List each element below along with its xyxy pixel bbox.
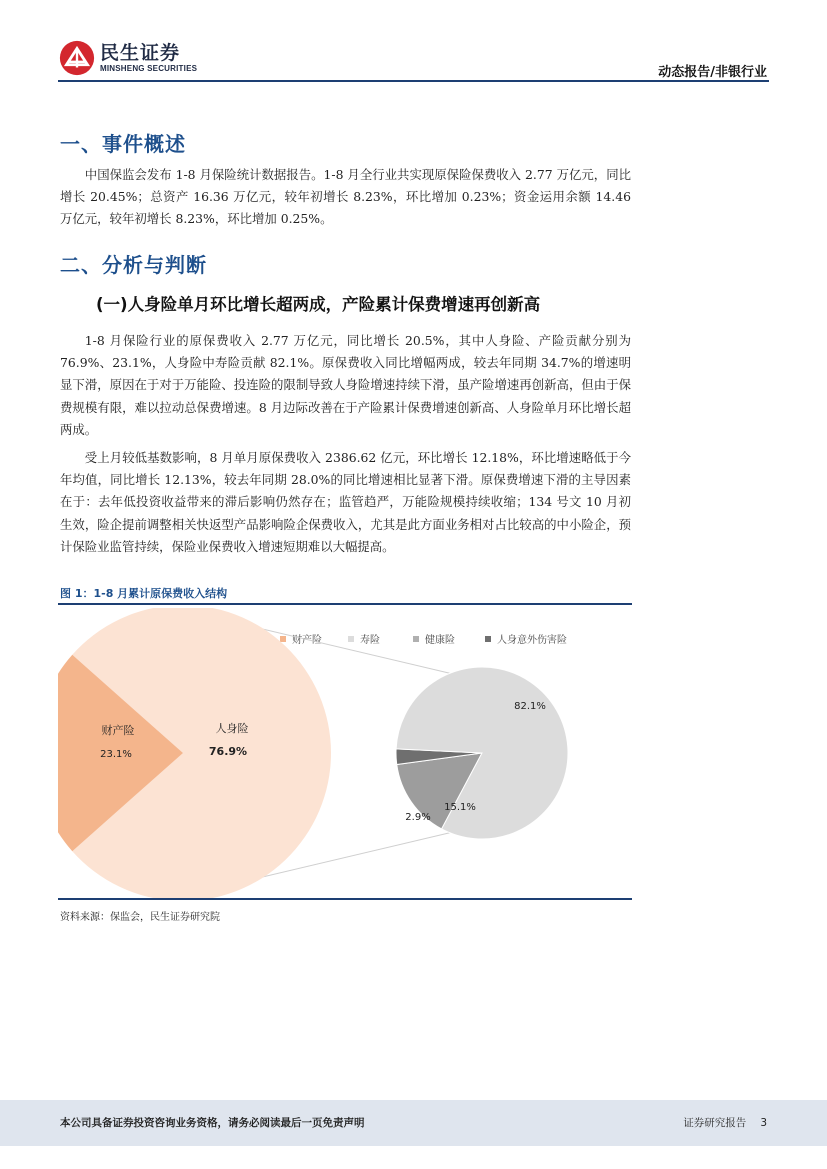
- figure-bottom-rule: [58, 898, 632, 900]
- header-divider: [58, 80, 769, 82]
- label-property-insurance: 财产险: [101, 724, 135, 737]
- section-1-paragraph: [60, 164, 631, 231]
- pie-of-pie-chart: [58, 608, 632, 898]
- logo-english-name: MINSHENG SECURITIES: [100, 64, 198, 73]
- value-life: 82.1%: [514, 701, 546, 712]
- legend-label: 人身意外伤害险: [497, 635, 567, 646]
- page-header: [0, 0, 827, 82]
- legend-swatch: [485, 636, 491, 642]
- section-1-title: 一、事件概述: [60, 132, 186, 156]
- legend-swatch: [280, 636, 286, 642]
- chart-legend: [280, 633, 567, 646]
- legend-swatch: [348, 636, 354, 642]
- company-logo: [58, 38, 197, 78]
- legend-label: 财产险: [292, 635, 322, 646]
- figure-title: 图 1：1-8 月累计原保费收入结构: [60, 587, 228, 600]
- page-number: 3: [760, 1117, 767, 1129]
- figure-top-rule: [58, 603, 632, 605]
- value-health: 15.1%: [444, 802, 476, 813]
- section-2-body: [60, 330, 631, 558]
- page-footer: [0, 1100, 827, 1146]
- legend-label: 寿险: [360, 635, 380, 646]
- legend-swatch: [413, 636, 419, 642]
- section-2-paragraph-2: 受上月较低基数影响，8 月单月原保费收入 2386.62 亿元，环比增长 12.18%，环比增速略低于今年均值，同比增长 12.13%，较去年同期 28.0%的同比增速相比显著下滑。原保费增速下滑的主导因素在于：去年低投资收益带来的滞后影响仍然存在；监管趋严，万能险规模持续收缩；134 号文 10 月初生效，险企提前调整相关快返型产品影响险企保费收入，尤其是此方面业务相对占比较高的中小险企，预计保险业监管持续，保险业保费收入增速短期难以大幅提高。: [60, 450, 631, 554]
- minsheng-logo-icon: [58, 39, 96, 77]
- footer-report-label: 证券研究报告: [683, 1117, 747, 1129]
- footer-disclaimer: 本公司具备证券投资咨询业务资格，请务必阅读最后一页免责声明: [60, 1117, 365, 1129]
- main-pie: [58, 608, 331, 898]
- section-1-text: 中国保监会发布 1-8 月保险统计数据报告。1-8 月全行业共实现原保险保费收入 2.77 万亿元，同比增长 20.45%；总资产 16.36 万亿元，较年初增长 8.23%，环比增加 0.23%；资金运用余额 14.46 万亿元，较年初增长 8.23%，环比增加 0.25%。: [60, 167, 631, 227]
- legend-label: 健康险: [425, 635, 455, 646]
- footer-right: [683, 1115, 767, 1130]
- value-life-insurance: 76.9%: [208, 745, 248, 758]
- value-property-insurance: 23.1%: [100, 749, 132, 760]
- secondary-pie: [396, 667, 568, 839]
- document-type-label: 动态报告/非银行业: [658, 65, 767, 80]
- section-2-title: 二、分析与判断: [60, 253, 207, 277]
- section-2-paragraph-1: 1-8 月保险行业的原保费收入 2.77 万亿元，同比增长 20.5%，其中人身险、产险贡献分别为 76.9%、23.1%，人身险中寿险贡献 82.1%。原保费收入同比增幅两成，较去年同期 34.7%的增速明显下滑，原因在于对于万能险、投连险的限制导致人身险增速持续下滑，虽产险增速再创新高，但由于保费规模有限，难以拉动总保费增速。8 月边际改善在于产险累计保费增速创新高、人身险单月环比增长超两成。: [60, 333, 631, 437]
- section-2-subtitle: (一)人身险单月环比增长超两成，产险累计保费增速再创新高: [96, 295, 541, 314]
- value-accident: 2.9%: [405, 812, 431, 823]
- label-life-insurance: 人身险: [215, 722, 249, 735]
- figure-source: 资料来源：保监会，民生证券研究院: [60, 912, 220, 923]
- logo-chinese-name: 民生证券: [100, 42, 181, 64]
